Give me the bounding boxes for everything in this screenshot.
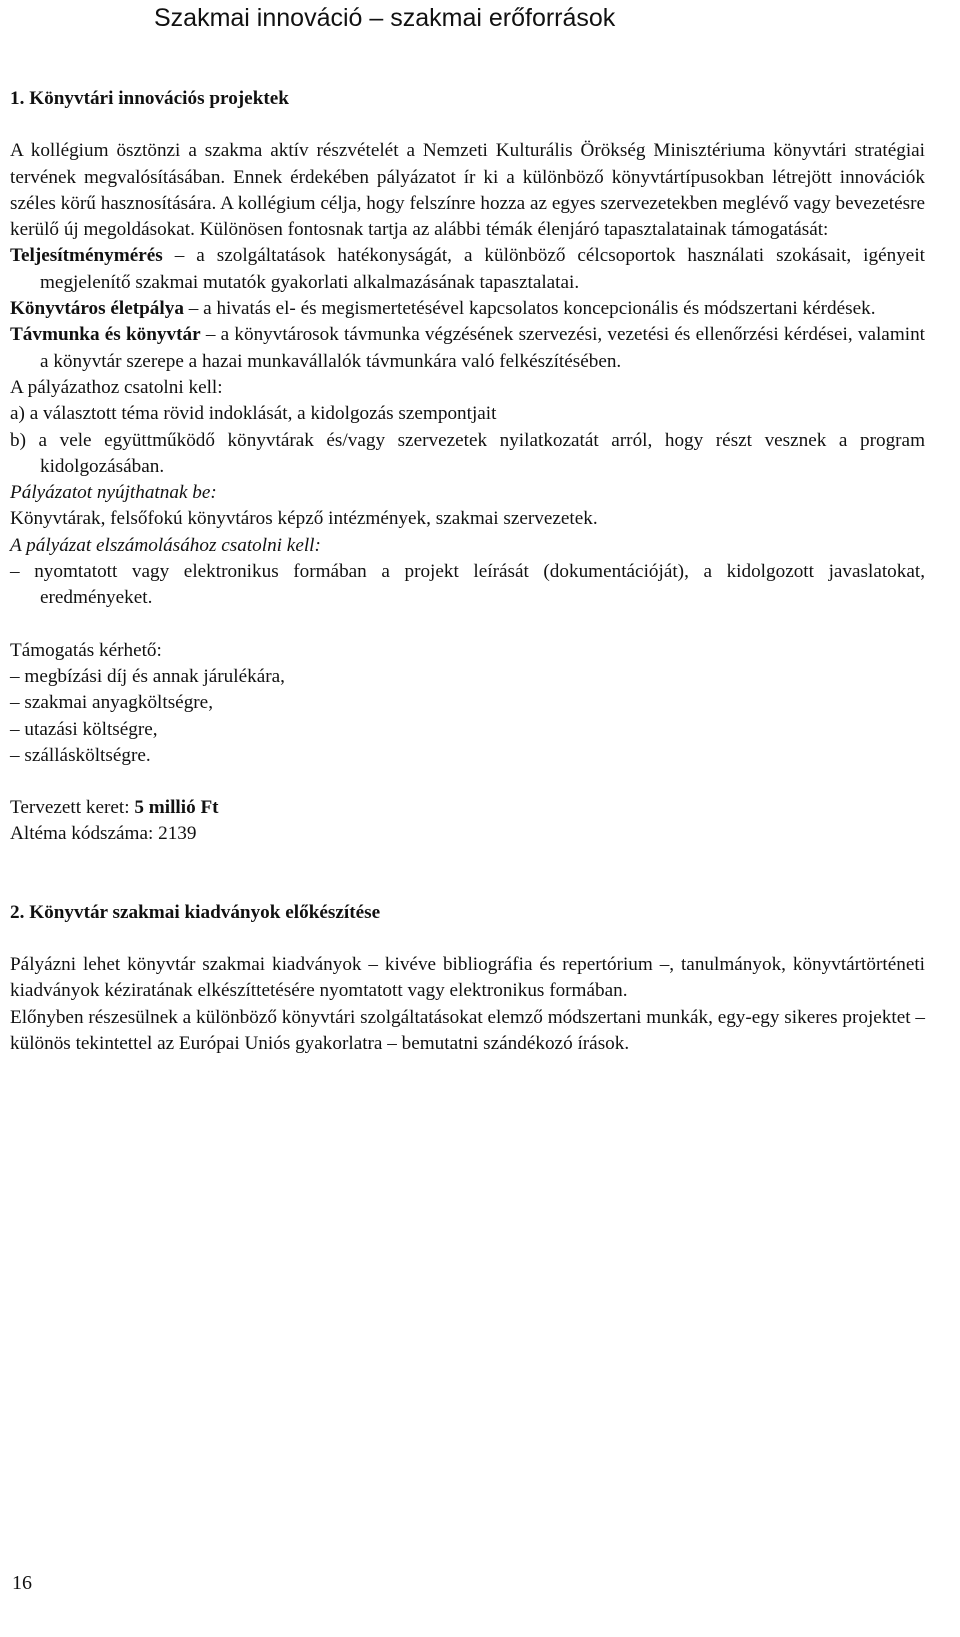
topic-term: Távmunka és könyvtár [10,324,201,346]
support-item: – megbízási díj és annak járulékára, [10,665,285,687]
running-head: Szakmai innováció – szakmai erőforrások [154,4,616,32]
budget-line [10,795,925,821]
section-2-para-2: Előnyben részesülnek a különböző könyvtári szolgáltatásokat elemző módszertani munkák, egy-egy sikeres projektet – különös tekintettel az Európai Uniós gyakorlatra – bemutatni szándékozó írások. [10,1006,925,1054]
attach-item: b) a vele együttműködő könyvtárak és/vagy szervezetek nyilatkozatát arról, hogy részt vesznek a program kidolgozásában. [10,429,925,477]
topic-desc: – a könyvtárosok távmunka végzésének szervezési, vezetési és ellenőrzési kérdései, valamint a könyvtár szerepe a hazai munkavállalók távmunkára való felkészítésében. [40,324,926,372]
topic-term: Teljesítménymérés [10,245,163,267]
attach-item: a) a választott téma rövid indoklását, a kidolgozás szempontjait [10,403,497,425]
support-label: Támogatás kérhető: [10,639,162,661]
settle-label: A pályázat elszámolásához csatolni kell: [10,534,321,556]
topic-desc: – a hivatás el- és megismertetésével kapcsolatos koncepcionális és módszertani kérdések. [183,298,876,320]
code-line: Altéma kódszáma: 2139 [10,823,197,845]
section-1-intro: A kollégium ösztönzi a szakma aktív részvételét a Nemzeti Kulturális Örökség Minisztériuma könyvtári stratégiai tervének megvalósításában. Ennek érdekében pályázatot ír ki a különböző könyvtártípusokban létrejött innovációk széles körű hasznosítására. A kollégium célja, hogy felszínre hozza az egyes szervezetekben meglévő vagy bevezetésre kerülő új megoldásokat. Különösen fontosnak tartja az alábbi témák élenjáró tapasztalatainak támogatását: [10,140,925,241]
support-item: – utazási költségre, [10,718,158,740]
topic-item [10,322,925,375]
page-body [10,86,925,1057]
section-2-heading: 2. Könyvtár szakmai kiadványok előkészítése [10,901,381,923]
section-2-para-1: Pályázni lehet könyvtár szakmai kiadványok – kivéve bibliográfia és repertórium –, tanulmányok, könyvtártörténeti kiadványok kéziratának elkészíttetésére nyomtatott vagy elektronikus formában. [10,954,925,1002]
attach-label: A pályázathoz csatolni kell: [10,376,223,398]
topic-item [10,296,925,322]
who-text: Könyvtárak, felsőfokú könyvtáros képző intézmények, szakmai szervezetek. [10,508,598,530]
settle-item: – nyomtatott vagy elektronikus formában a projekt leírását (dokumentációját), a kidolgozott javaslatokat, eredményeket. [10,561,925,609]
who-label: Pályázatot nyújthatnak be: [10,482,217,504]
budget-value: 5 millió Ft [134,797,219,819]
support-item: – szakmai anyagköltségre, [10,692,213,714]
support-item: – szállásköltségre. [10,744,151,766]
topic-desc: – a szolgáltatások hatékonyságát, a különböző célcsoportok használati szokásait, igényeit megjelenítő szakmai mutatók gyakorlati alkalmazásának tapasztalatai. [40,245,925,293]
page-number: 16 [12,1572,32,1594]
topic-term: Könyvtáros életpálya [10,298,184,320]
budget-label: Tervezett keret: [10,797,135,819]
topic-item [10,243,925,296]
section-1-heading: 1. Könyvtári innovációs projektek [10,88,289,109]
